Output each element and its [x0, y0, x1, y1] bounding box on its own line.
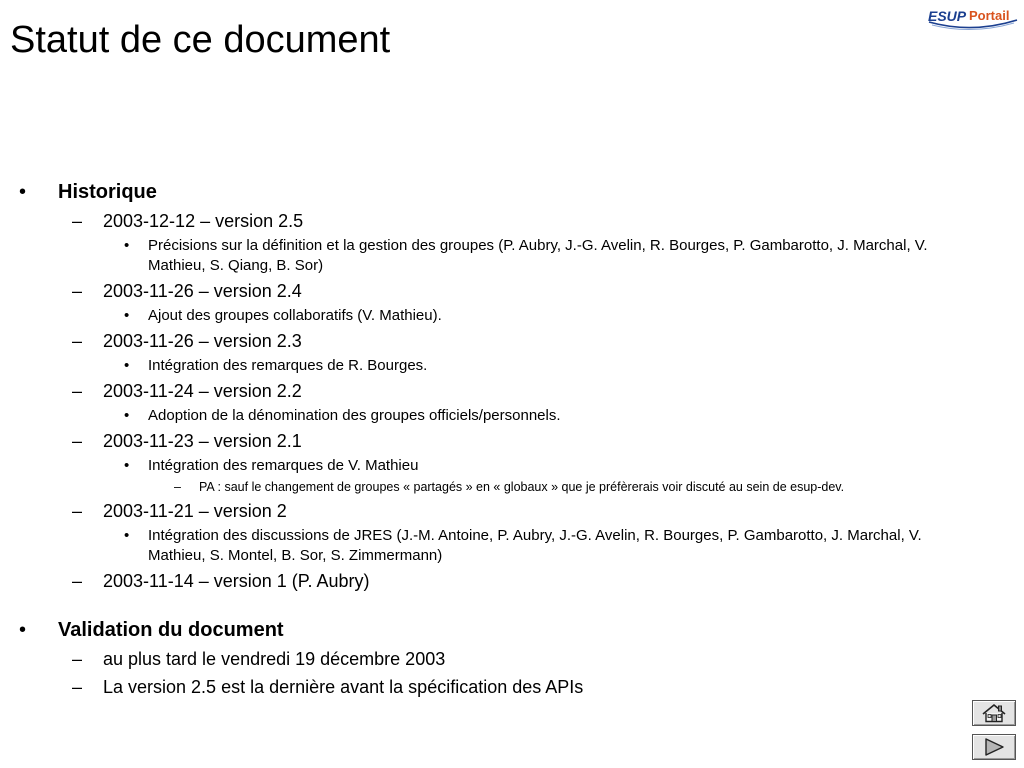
version-item: [0, 568, 1000, 594]
version-item: [0, 498, 1000, 524]
version-item: [0, 328, 1000, 354]
esup-portail-logo: [926, 4, 1020, 34]
next-arrow-icon: [982, 737, 1006, 757]
logo-text-esup: ESUP: [928, 8, 967, 24]
dash-marker: –: [72, 281, 83, 301]
validation-item: [0, 674, 1000, 700]
version-label: 2003-11-21 – version 2: [103, 501, 287, 521]
section-validation: [0, 616, 1000, 644]
version-note-text: Précisions sur la définition et la gestion des groupes (P. Aubry, J.-G. Avelin, R. Bourges, P. Gambarotto, J. Marchal, V. Mathieu, S. Qiang, B. Sor): [148, 237, 928, 274]
version-note-text: Intégration des remarques de R. Bourges.: [148, 357, 428, 374]
bullet-marker: •: [19, 181, 27, 203]
version-label: 2003-11-24 – version 2.2: [103, 381, 302, 401]
version-label: 2003-12-12 – version 2.5: [103, 211, 304, 231]
version-note: [0, 456, 1000, 476]
version-note: [0, 306, 1000, 326]
bullet-marker: •: [19, 619, 27, 641]
version-note: [0, 406, 1000, 426]
version-label: 2003-11-23 – version 2.1: [103, 431, 302, 451]
dash-marker: –: [72, 431, 83, 451]
bullet-marker: •: [124, 357, 130, 374]
dash-marker: –: [72, 571, 83, 591]
version-note-text: Adoption de la dénomination des groupes officiels/personnels.: [148, 407, 561, 424]
next-slide-button[interactable]: [972, 734, 1016, 760]
version-note-text: Intégration des remarques de V. Mathieu: [148, 457, 419, 474]
version-subnote-text: PA : sauf le changement de groupes « partagés » en « globaux » que je préfèrerais voir discuté au sein de esup-dev.: [199, 480, 845, 494]
bullet-marker: •: [124, 407, 130, 424]
version-note-text: Intégration des discussions de JRES (J.-M. Antoine, P. Aubry, J.-G. Avelin, R. Bourges, P. Gambarotto, J. Marchal, V. Mathieu, S. Montel, B. Sor, S. Zimmermann): [148, 527, 922, 564]
version-item: [0, 278, 1000, 304]
home-icon: [981, 703, 1007, 723]
dash-marker: –: [72, 381, 83, 401]
dash-marker: –: [72, 211, 83, 231]
validation-item: [0, 646, 1000, 672]
logo-text-portail: Portail: [969, 8, 1010, 23]
bullet-marker: •: [124, 237, 130, 254]
slide-title: Statut de ce document: [10, 19, 391, 61]
slide-content: [0, 178, 1000, 700]
bullet-marker: •: [124, 457, 130, 474]
version-label: 2003-11-26 – version 2.3: [103, 331, 302, 351]
bullet-marker: •: [124, 527, 130, 544]
dash-marker: –: [72, 331, 83, 351]
version-label: 2003-11-26 – version 2.4: [103, 281, 302, 301]
section-spacer: [0, 594, 1000, 616]
dash-marker: –: [174, 480, 181, 494]
home-button[interactable]: [972, 700, 1016, 726]
validation-item-text: La version 2.5 est la dernière avant la spécification des APIs: [103, 677, 584, 697]
section-heading: Historique: [58, 181, 157, 203]
version-item: [0, 208, 1000, 234]
bullet-marker: •: [124, 307, 130, 324]
version-label: 2003-11-14 – version 1 (P. Aubry): [103, 571, 370, 591]
dash-marker: –: [72, 649, 83, 669]
version-note: [0, 236, 1000, 276]
validation-item-text: au plus tard le vendredi 19 décembre 2003: [103, 649, 446, 669]
section-historique: [0, 178, 1000, 206]
version-note-text: Ajout des groupes collaboratifs (V. Mathieu).: [148, 307, 442, 324]
dash-marker: –: [72, 677, 83, 697]
section-heading: Validation du document: [58, 619, 284, 641]
version-item: [0, 428, 1000, 454]
version-note: [0, 526, 1000, 566]
dash-marker: –: [72, 501, 83, 521]
version-note: [0, 356, 1000, 376]
version-subnote: [0, 478, 1000, 496]
version-item: [0, 378, 1000, 404]
